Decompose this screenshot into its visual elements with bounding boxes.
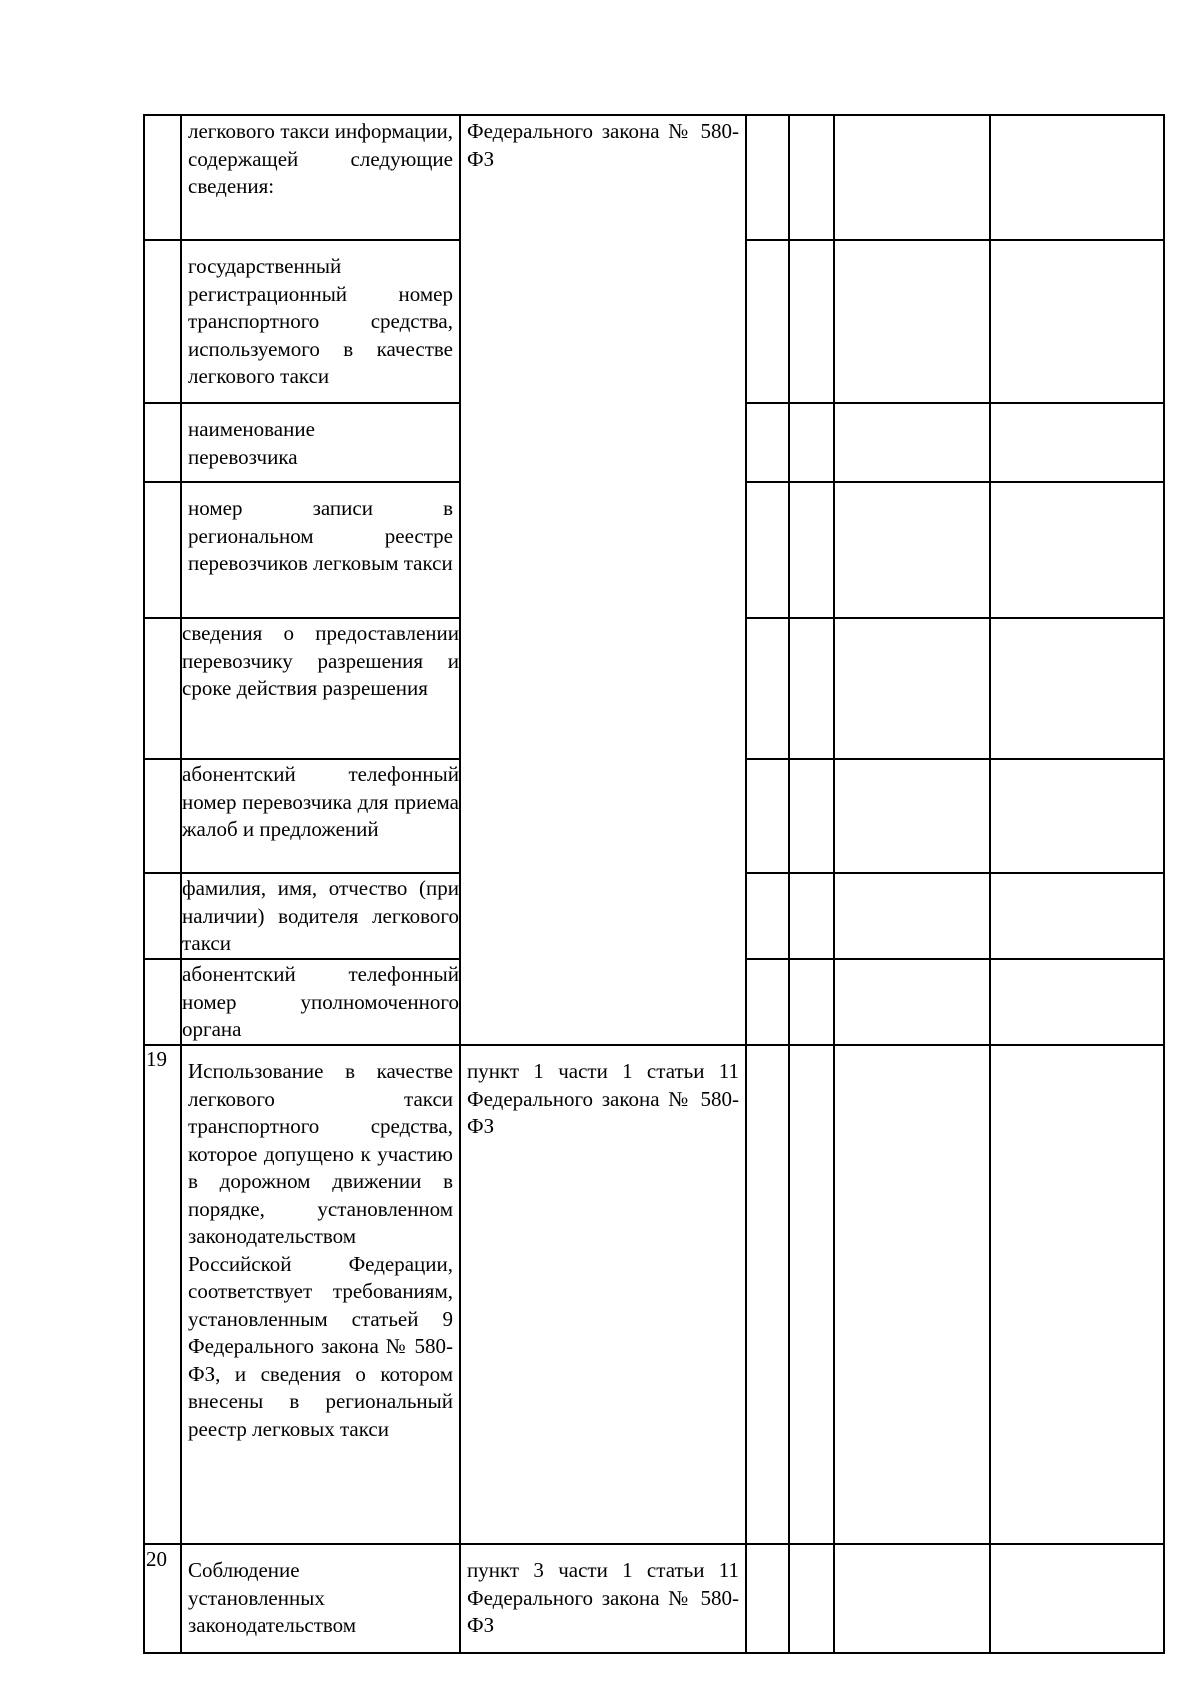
row-text-0: легкового такси информации, содержащей следующие сведения: [188,119,453,198]
law-ref-20: пункт 3 части 1 статьи 11 Федерального закона № 580-ФЗ [467,1558,739,1637]
row-text-7: абонентский телефонный номер уполномоченного органа [182,962,459,1041]
row-number-20: 20 [146,1547,167,1571]
row-text-4: сведения о предоставлении перевозчику разрешения и сроке действия разрешения [182,621,459,700]
row-text-1: государственный регистрационный номер транспортного средства, используемого в качестве легкового такси [188,254,453,388]
row-text-19: Использование в качестве легкового такси транспортного средства, которое допущено к участию в дорожном движении в порядке, установленном законодательством Российской Федерации, соответствует требованиям, установленным статьей 9 Федерального закона № 580-ФЗ, и сведения о котором внесены в региональный реестр легковых такси [188,1059,453,1441]
row-text-6: фамилия, имя, отчество (при наличии) водителя легкового такси [182,876,459,955]
row-text-2: наименование перевозчика [188,417,315,469]
row-text-5: абонентский телефонный номер перевозчика для приема жалоб и предложений [182,762,459,841]
law-ref-19: пункт 1 части 1 статьи 11 Федерального закона № 580-ФЗ [467,1059,739,1138]
row-text-20: Соблюдение установленных законодательством [188,1558,357,1637]
row-text-3: номер записи в региональном реестре перевозчиков легковым такси [188,496,453,575]
law-ref-top: Федерального закона № 580-ФЗ [467,119,739,171]
row-number-19: 19 [146,1047,167,1071]
